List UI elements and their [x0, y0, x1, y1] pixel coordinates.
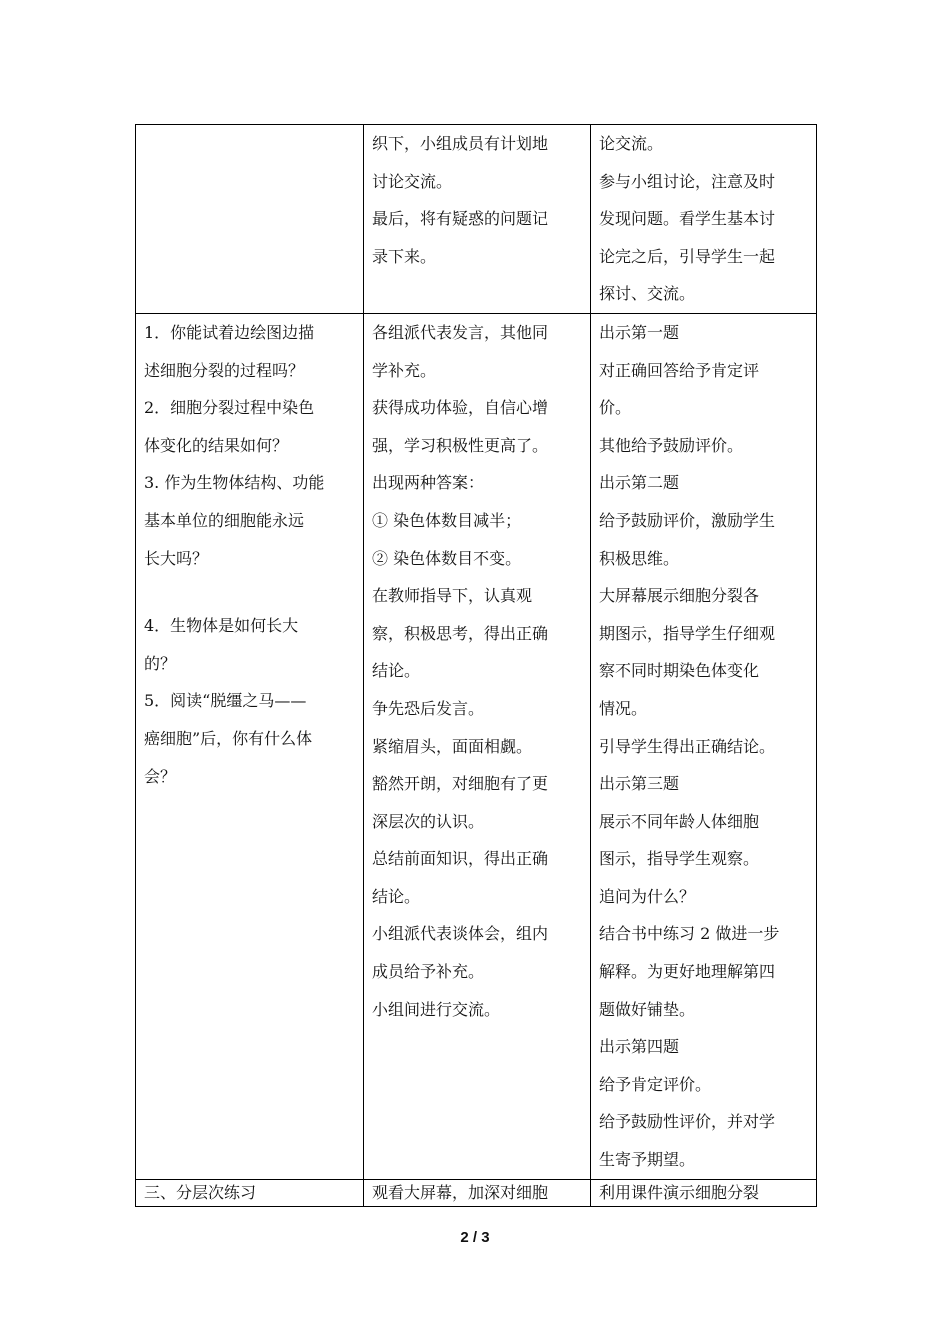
text-line: 3. 作为生物体结构、功能 — [144, 473, 325, 493]
text-line: 1．你能试着边绘图边描 — [144, 322, 315, 342]
table-cell-content — [136, 125, 364, 314]
text-line: 积极思维。 — [599, 548, 680, 568]
text-line: 三、分层次练习 — [144, 1182, 257, 1202]
text-line: 强，学习积极性更高了。 — [372, 435, 549, 455]
text-line: 2．细胞分裂过程中染色 — [144, 398, 315, 418]
text-line: 结论。 — [372, 661, 421, 681]
text-line: 利用课件演示细胞分裂 — [599, 1182, 760, 1202]
table-cell-content — [136, 1179, 364, 1206]
text-line: 基本单位的细胞能永远 — [144, 510, 305, 530]
text-line: 探讨、交流。 — [599, 284, 696, 304]
table-row — [136, 125, 817, 314]
text-line: 总结前面知识，得出正确 — [372, 849, 549, 869]
text-line: 学补充。 — [372, 360, 437, 380]
text-line: 深层次的认识。 — [372, 811, 485, 831]
text-line: 的？ — [144, 653, 177, 673]
text-line: 引导学生得出正确结论。 — [599, 736, 776, 756]
question-list-part1 — [144, 314, 363, 577]
table-cell-teacher-activity — [591, 1179, 817, 1206]
text-line: 出示第四题 — [599, 1037, 680, 1057]
table-cell-teacher-activity — [591, 125, 817, 314]
text-line: 讨论交流。 — [372, 171, 453, 191]
text-line: 出示第三题 — [599, 774, 680, 794]
page-number: 2 / 3 — [460, 1229, 490, 1246]
text-line: 5．阅读“脱缰之马—— — [144, 691, 307, 711]
table-cell-student-activity — [364, 125, 591, 314]
text-line: 给予肯定评价。 — [599, 1074, 712, 1094]
text-line: 期图示，指导学生仔细观 — [599, 623, 776, 643]
text-line: 解释。为更好地理解第四 — [599, 962, 776, 982]
text-line: 紧缩眉头，面面相觑。 — [372, 736, 533, 756]
text-line: 其他给予鼓励评价。 — [599, 435, 744, 455]
text-line: 出示第二题 — [599, 473, 680, 493]
text-line: 观看大屏幕，加深对细胞 — [372, 1182, 549, 1202]
text-line: ② 染色体数目不变。 — [372, 548, 522, 568]
text-line: 述细胞分裂的过程吗？ — [144, 360, 305, 380]
text-line: 大屏幕展示细胞分裂各 — [599, 586, 760, 606]
table-cell-content — [136, 313, 364, 1179]
text-line: 给予鼓励性评价，并对学 — [599, 1112, 776, 1132]
table-row — [136, 313, 817, 1179]
text-line: 最后，将有疑惑的问题记 — [372, 209, 549, 229]
text-line: 获得成功体验，自信心增 — [372, 398, 549, 418]
text-line: 察，积极思考，得出正确 — [372, 623, 549, 643]
text-line: 论交流。 — [599, 134, 664, 153]
text-line: 结论。 — [372, 886, 421, 906]
text-line: 参与小组讨论，注意及时 — [599, 171, 776, 191]
question-list-part2 — [144, 607, 363, 795]
text-line: 出示第一题 — [599, 322, 680, 342]
text-line: 展示不同年龄人体细胞 — [599, 811, 760, 831]
text-line: 体变化的结果如何？ — [144, 435, 289, 455]
text-line: 会？ — [144, 766, 177, 786]
table-cell-teacher-activity — [591, 313, 817, 1179]
table-cell-student-activity — [364, 313, 591, 1179]
text-line: 成员给予补充。 — [372, 962, 485, 982]
text-line: 发现问题。看学生基本讨 — [599, 209, 776, 229]
text-line: ① 染色体数目减半； — [372, 510, 522, 530]
text-line: 结合书中练习 2 做进一步 — [599, 924, 780, 944]
lesson-plan-table — [135, 124, 817, 1207]
text-line: 各组派代表发言，其他同 — [372, 322, 549, 342]
text-line: 给予鼓励评价，激励学生 — [599, 510, 776, 530]
text-line: 争先恐后发言。 — [372, 698, 485, 718]
text-line: 情况。 — [599, 698, 648, 718]
text-line: 追问为什么？ — [599, 886, 696, 906]
text-line: 在教师指导下，认真观 — [372, 586, 533, 606]
text-line: 图示，指导学生观察。 — [599, 849, 760, 869]
table-cell-student-activity — [364, 1179, 591, 1206]
text-line: 小组派代表谈体会，组内 — [372, 924, 549, 944]
text-line: 察不同时期染色体变化 — [599, 661, 760, 681]
text-line: 价。 — [599, 398, 632, 418]
table-row — [136, 1179, 817, 1206]
text-line: 癌细胞”后，你有什么体 — [144, 728, 313, 748]
text-line: 4．生物体是如何长大 — [144, 616, 299, 636]
text-line: 织下，小组成员有计划地 — [372, 134, 549, 153]
text-line: 题做好铺垫。 — [599, 999, 696, 1019]
text-line: 出现两种答案： — [372, 473, 485, 493]
text-line: 生寄予期望。 — [599, 1150, 696, 1170]
text-line: 豁然开朗，对细胞有了更 — [372, 774, 549, 794]
text-line: 小组间进行交流。 — [372, 999, 501, 1019]
text-line: 录下来。 — [372, 246, 437, 266]
spacer — [144, 577, 363, 607]
text-line: 长大吗？ — [144, 548, 209, 568]
text-line: 论完之后，引导学生一起 — [599, 246, 776, 266]
text-line: 对正确回答给予肯定评 — [599, 360, 760, 380]
